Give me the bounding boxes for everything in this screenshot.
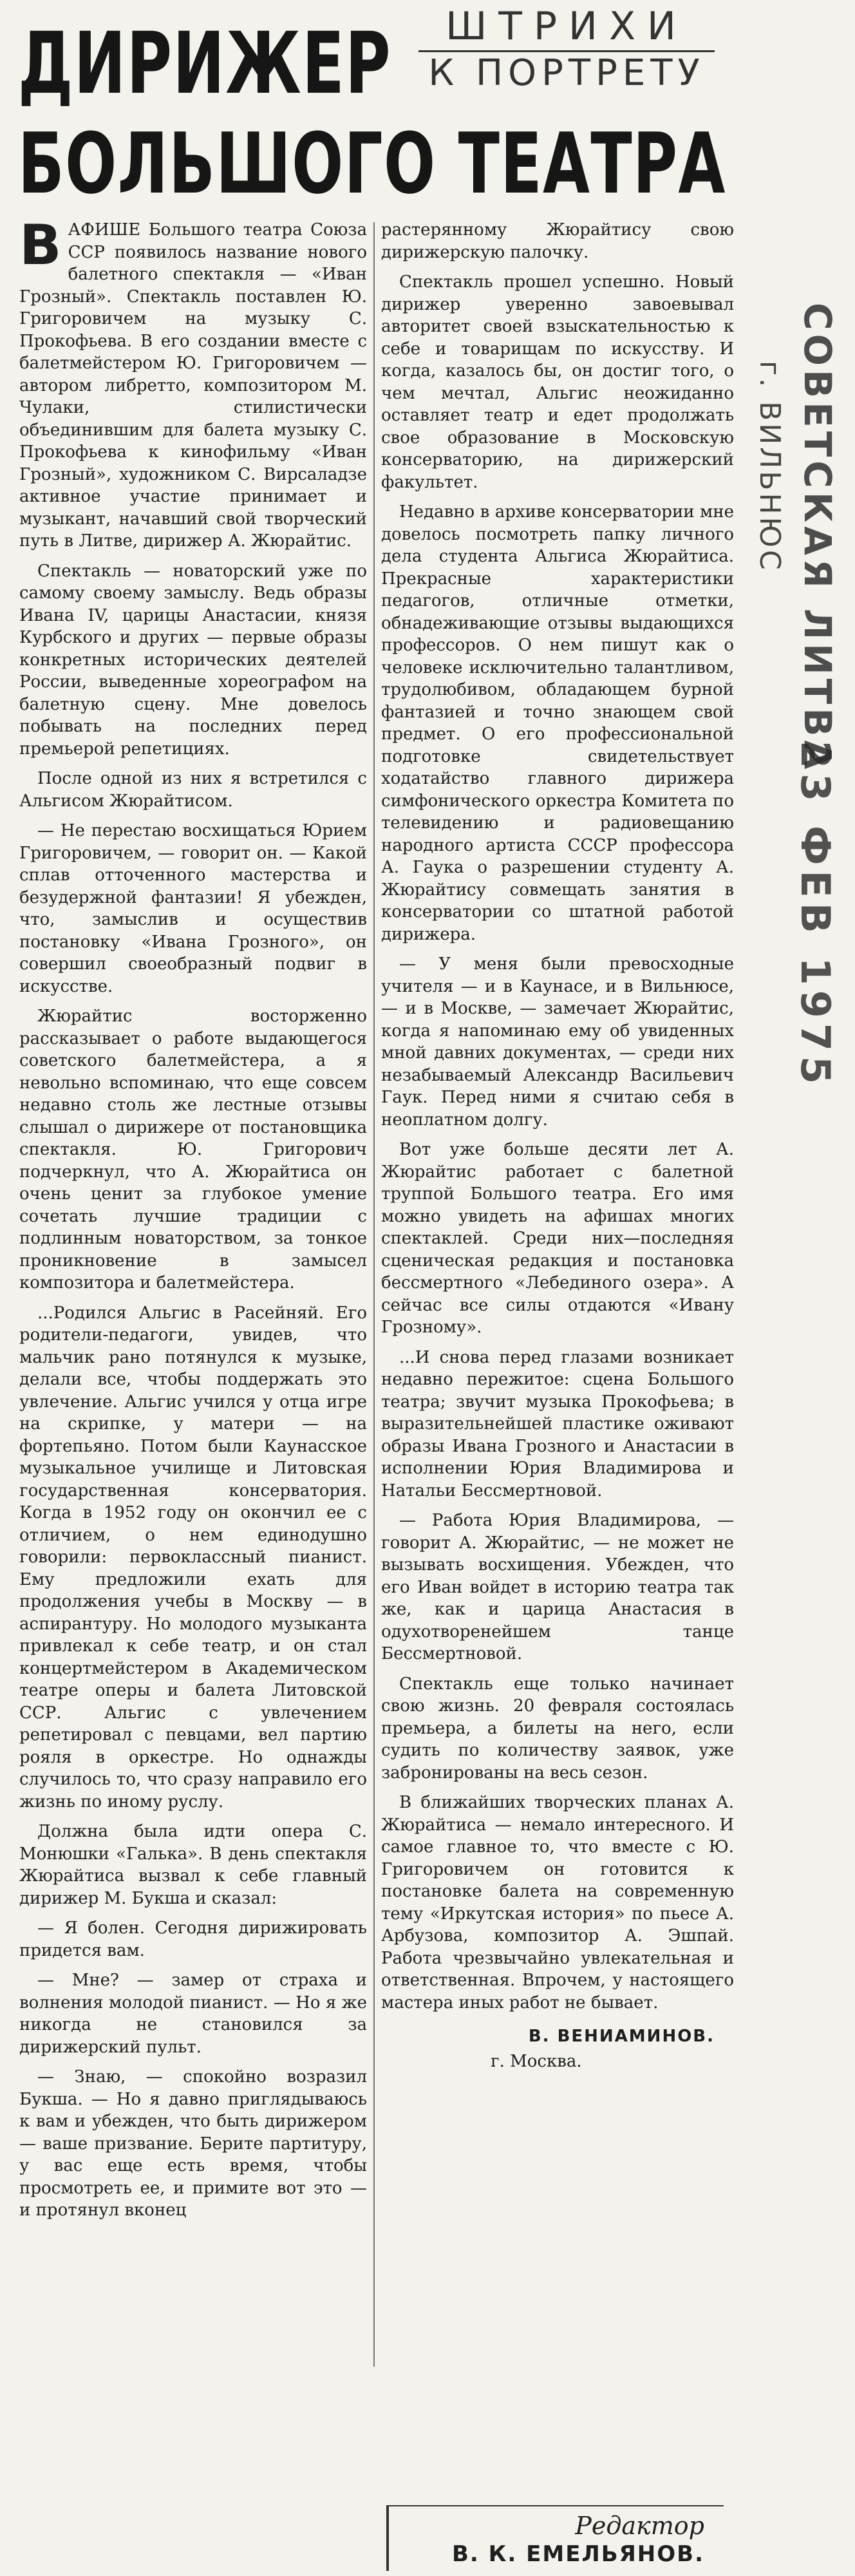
paragraph: Спектакль прошел успешно. Новый дирижер уверенно завоевывал авторитет своей взыскательностью к себе и товарищам по искусству. И когда, казалось бы, он достиг того, о чем мечтал, Альгис неожиданно оставляет театр и едет продолжать свое образование в Московскую консерваторию, на дирижерский факультет. — [381, 272, 734, 492]
paragraph: В ближайших творческих планах А. Жюрайтиса — немало интересного. И самое главное то, что вместе с Ю. Григоровичем он готовится к постановке балета на современную тему «Иркутская история» по пьесе А. Арбузова, композитор А. Эшпай. Работа чрезвычайно увлекательная и ответственная. Впрочем, у настоящего мастера иных работ не бывает. — [381, 1793, 734, 2012]
paragraph: Спектакль — новаторский уже по самому своему замыслу. Ведь образы Ивана IV, царицы Анастасии, князя Курбского и других — первые образы конкретных исторических деятелей России, выведенные хореографом на балетную сцену. Мне довелось побывать на последних перед премьерой репетициях. — [19, 561, 367, 759]
paragraph: ВАФИШЕ Большого театра Союза ССР появилось название нового балетного спектакля — «Иван Грозный». Спектакль поставлен Ю. Григоровичем на музыку С. Прокофьева. В его создании вместе с балетмейстером Ю. Григоровичем — автором либретто, композитором М. Чулаки, стилистически объединившим для балета музыку С. Прокофьева к кинофильму «Иван Грозный», художником С. Вирсаладзе активное участие принимает и музыкант, начавший свой творческий путь в Литве, дирижер А. Жюрайтис. — [19, 213, 367, 551]
kicker — [399, 4, 734, 93]
paragraph: — Знаю, — спокойно возразил Букша. — Но я давно приглядываюсь к вам и убежден, что быть дирижером — ваше призвание. Берите партитуру, у вас еще есть время, чтобы просмотреть ее, и примите вот это — и протянул вконец — [19, 2067, 367, 2220]
editor-name: В. К. ЕМЕЛЬЯНОВ. — [451, 2541, 704, 2567]
headline-line-2: БОЛЬШОГО ТЕАТРА — [18, 115, 726, 213]
paragraph: Спектакль еще только начинает свою жизнь. 20 февраля состоялась премьера, а билеты на него, если судить по количеству заявок, уже забронированы на весь сезон. — [381, 1674, 734, 1783]
paragraph: После одной из них я встретился с Альгисом Жюрайтисом. — [19, 769, 367, 811]
stamp-date: 23 ФЕВ 1975 — [792, 741, 839, 1090]
paragraph: — У меня были превосходные учителя — и в Каунасе, и в Вильнюсе, — и в Москве, — замечает Жюрайтис, когда я напоминаю ему об увиденных мной давних документах, — среди них незабываемый Александр Васильевич Гаук. Перед ними я считаю себя в неоплатном долгу. — [381, 954, 734, 1130]
paragraph: Вот уже больше десяти лет А. Жюрайтис работает с балетной труппой Большого театра. Его имя можно увидеть на афишах многих спектаклей. Среди них—последняя сценическая редакция и постановка бессмертного «Лебединого озера». А сейчас все силы отдаются «Ивану Грозному». — [381, 1140, 734, 1337]
article-column-2 — [381, 219, 734, 2072]
paragraph: Жюрайтис восторженно рассказывает о работе выдающегося советского балетмейстера, а я невольно вспоминаю, что еще совсем недавно столь же лестные отзывы слышал о дирижере от постановщика спектакля. Ю. Григорович подчеркнул, что А. Жюрайтиса он очень ценит за глубокое умение сочетать лучшие традиции с подлинным новаторством, за тонкое проникновение в замысел композитора и балетмейстера. — [19, 1007, 367, 1293]
article-column-1 — [19, 213, 367, 2230]
paragraph: — Работа Юрия Владимирова, — говорит А. Жюрайтис, — не может не вызывать восхищения. Убежден, что его Иван войдет в историю театра так же, как и царица Анастасия в одухотворенейшем танце Бессмертновой. — [381, 1511, 734, 1663]
paragraph: Недавно в архиве консерватории мне довелось посмотреть папку личного дела студента Альгиса Жюрайтиса. Прекрасные характеристики педагогов, отличные отметки, обнадеживающие отзывы выдающихся профессоров. О нем пишут как о человеке исключительно талантливом, трудолюбивом, обладающем бурной фантазией и точно знающем свой предмет. О его профессиональной подготовке свидетельствует ходатайство главного дирижера симфонического оркестра Комитета по телевидению и радиовещанию народного артиста СССР профессора А. Гаука о разрешении студенту А. Жюрайтису совмещать занятия в консерватории со штатной работой дирижера. — [381, 502, 734, 944]
paragraph: ...Родился Альгис в Расейняй. Его родители-педагоги, увидев, что мальчик рано потянулся к музыке, делали все, чтобы поддержать это увлечение. Альгис учился у отца игре на скрипке, у матери — на фортепьяно. Потом были Каунасское музыкальное училище и Литовская государственная консерватория. Когда в 1952 году он окончил ее с отличием, о нем единодушно говорили: первоклассный пианист. Ему предложили ехать для продолжения учебы в Москву — в аспирантуру. Но молодого музыканта привлекал к себе театр, и он стал концертмейстером в Академическом театре оперы и балета Литовской ССР. Альгис с увлечением репетировал с певцами, вел партию рояля в оркестре. Но однажды случилось то, что сразу направило его жизнь по иному руслу. — [19, 1303, 367, 1812]
paragraph: растерянному Жюрайтису свою дирижерскую палочку. — [381, 220, 734, 262]
stamp-city: г. ВИЛЬНЮС — [753, 361, 786, 573]
stamp-newspaper-name: СОВЕТСКАЯ ЛИТВА — [796, 303, 840, 773]
kicker-top: ШТРИХИ — [446, 4, 688, 49]
author-city: г. Москва. — [491, 2051, 582, 2071]
editor-credit — [386, 2505, 724, 2571]
author-signature: В. ВЕНИАМИНОВ. — [528, 2027, 715, 2046]
paragraph: Должна была идти опера С. Монюшки «Галька». В день спектакля Жюрайтиса вызвал к себе главный дирижер М. Букша и сказал: — [19, 1822, 367, 1908]
paragraph: — Не перестаю восхищаться Юрием Григоровичем, — говорит он. — Какой сплав отточенного мастерства и безудержной фантазии! Я убежден, что, замыслив и осуществив постановку «Ивана Грозного», он совершил своеобразный подвиг в искусстве. — [19, 821, 367, 996]
drop-cap: В — [19, 213, 62, 278]
headline-line-1: ДИРИЖЕР — [18, 14, 391, 113]
paragraph: — Мне? — замер от страха и волнения молодой пианист. — Но я же никогда не становился за дирижерский пульт. — [19, 1971, 367, 2057]
editor-title: Редактор — [575, 2512, 704, 2540]
paragraph: ...И снова перед глазами возникает недавно пережитое: сцена Большого театра; звучит музыка Прокофьева; в выразительнейшей пластике оживают образы Ивана Грозного и Анастасии в исполнении Юрия Владимирова и Натальи Бессмертновой. — [381, 1347, 734, 1501]
kicker-bottom: К ПОРТРЕТУ — [428, 52, 705, 94]
column-divider — [373, 222, 375, 2367]
paragraph: — Я болен. Сегодня дирижировать придется вам. — [19, 1918, 367, 1960]
